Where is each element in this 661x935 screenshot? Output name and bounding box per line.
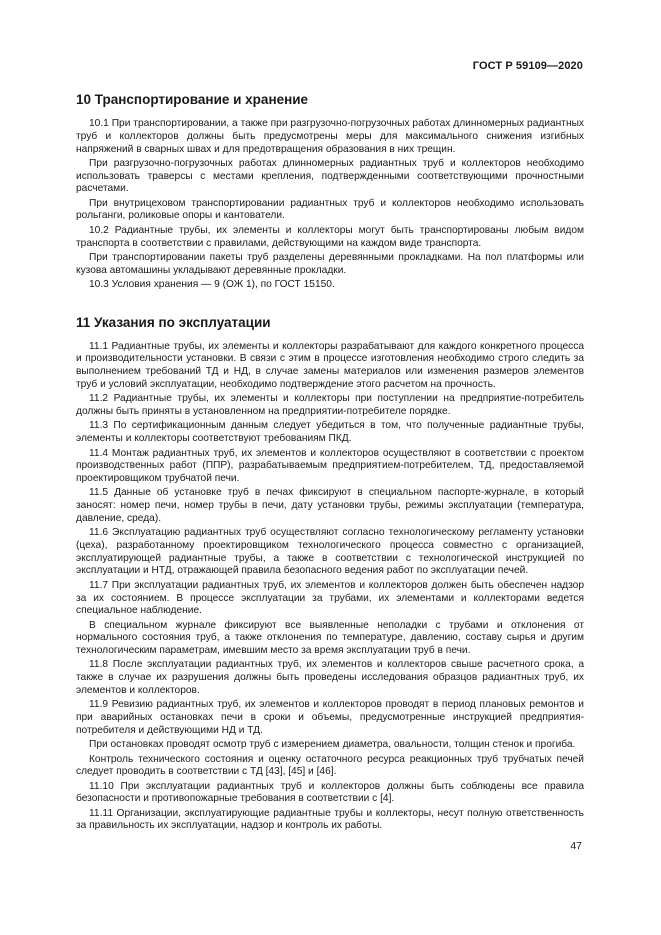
paragraph: При транспортировании пакеты труб разделены деревянными прокладками. На пол платформы или кузова автомашины укладывают деревянные прокладки. <box>76 251 584 276</box>
section-11-body <box>76 341 584 833</box>
paragraph: 11.5 Данные об установке труб в печах фиксируют в специальном паспорте-журнале, в который заносят: номер печи, номер трубы в печи, дату установки трубы, режимы эксплуатации (температура, давление, среда). <box>76 487 584 524</box>
paragraph: 11.10 При эксплуатации радиантных труб и коллекторов должны быть соблюдены все правила безопасности и противопожарные требования в соответствии с [4]. <box>76 780 584 805</box>
page-number: 47 <box>570 840 582 852</box>
paragraph: 11.11 Организации, эксплуатирующие радиантные трубы и коллекторы, несут полную ответственность за правильность их эксплуатации, надзор и контроль их работы. <box>76 807 584 832</box>
paragraph: 10.1 При транспортировании, а также при разгрузочно-погрузочных работах длинномерных радиантных труб и коллекторов должны быть предусмотрены меры для максимального снижения изгибных напряжений в сварных швах и для предотвращения образования в них трещин. <box>76 118 584 155</box>
paragraph: 11.1 Радиантные трубы, их элементы и коллекторы разрабатывают для каждого конкретного процесса и производительности установки. В связи с этим в процессе изготовления необходимо строго следить за выполнением требований ТД и НД, в случае замены материалов или изменения размеров элементов труб и условий эксплуатации, необходимо подтверждение этого расчетом на прочность. <box>76 340 584 390</box>
paragraph: 11.8 После эксплуатации радиантных труб, их элементов и коллекторов свыше расчетного срока, а также в случае их разрушения должны быть проведены исследования образцов радиантных труб, их элементов и коллекторов. <box>76 659 584 696</box>
section-11-title: 11 Указания по эксплуатации <box>76 314 271 330</box>
paragraph: 11.3 По сертификационным данным следует убедиться в том, что полученные радиантные трубы, элементы и коллекторы соответствуют требованиям ПКД. <box>76 420 584 445</box>
section-10-title: 10 Транспортирование и хранение <box>76 92 309 107</box>
paragraph: При внутрицеховом транспортировании радиантных труб и коллекторов необходимо использовать рольганги, роликовые опоры и кантователи. <box>76 197 584 222</box>
paragraph: При остановках проводят осмотр труб с измерением диаметра, овальности, толщин стенок и прогиба. <box>89 739 576 751</box>
section-10-body <box>76 118 584 292</box>
paragraph: 11.2 Радиантные трубы, их элементы и коллекторы при поступлении на предприятие-потребитель должны быть приняты в установленном на предприятии-потребителе порядке. <box>76 393 584 418</box>
paragraph: При разгрузочно-погрузочных работах длинномерных радиантных труб и коллекторов необходимо использовать траверсы с местами крепления, подтвержденными соответствующими прочностными расчетами. <box>76 157 584 195</box>
paragraph: 11.7 При эксплуатации радиантных труб, их элементов и коллекторов должен быть обеспечен надзор за их состоянием. В процессе эксплуатации за трубами, их элементами и коллекторами ведется специальное наблюдение. <box>76 579 584 617</box>
paragraph: 11.6 Эксплуатацию радиантных труб осуществляют согласно технологическому регламенту установки (цеха), разработанному проектировщиком технологического процесса совместно с организацией, эксплуатирующей радиантные трубы, а также в соответствии с технологической инструкцией по эксплуатации и НТД, отражающей правила безопасного ведения работ по эксплуатации печей. <box>76 527 584 577</box>
paragraph: 10.2 Радиантные трубы, их элементы и коллекторы могут быть транспортированы любым видом транспорта в соответствии с правилами, действующими на каждом виде транспорта. <box>76 224 584 249</box>
paragraph: В специальном журнале фиксируют все выявленные неполадки с трубами и отклонения от нормального состояния труб, а также отклонения по температуре, давлению, составу сырья и другим технологическим параметрам, имевшим место за время эксплуатации труб в печи. <box>76 619 584 657</box>
paragraph: 11.4 Монтаж радиантных труб, их элементов и коллекторов осуществляют в соответствии с проектом производственных работ (ППР), разрабатываемым предприятием-потребителем, ТД, предоставляемой проектировщиком трубчатой печи. <box>76 447 584 484</box>
paragraph: 10.3 Условия хранения — 9 (ОЖ 1), по ГОСТ 15150. <box>89 278 335 290</box>
document-standard-id: ГОСТ Р 59109—2020 <box>472 60 583 72</box>
paragraph: Контроль технического состояния и оценку остаточного ресурса реакционных труб трубчатых печей следует проводить в соответствии с ТД [43], [45] и [46]. <box>76 753 584 778</box>
page-content <box>76 92 584 835</box>
paragraph: 11.9 Ревизию радиантных труб, их элементов и коллекторов проводят в период плановых ремонтов и при аварийных остановках печи в сроки и объемы, предусмотренные инструкцией предприятия-потребителя и действующими НД и ТД. <box>76 699 584 736</box>
